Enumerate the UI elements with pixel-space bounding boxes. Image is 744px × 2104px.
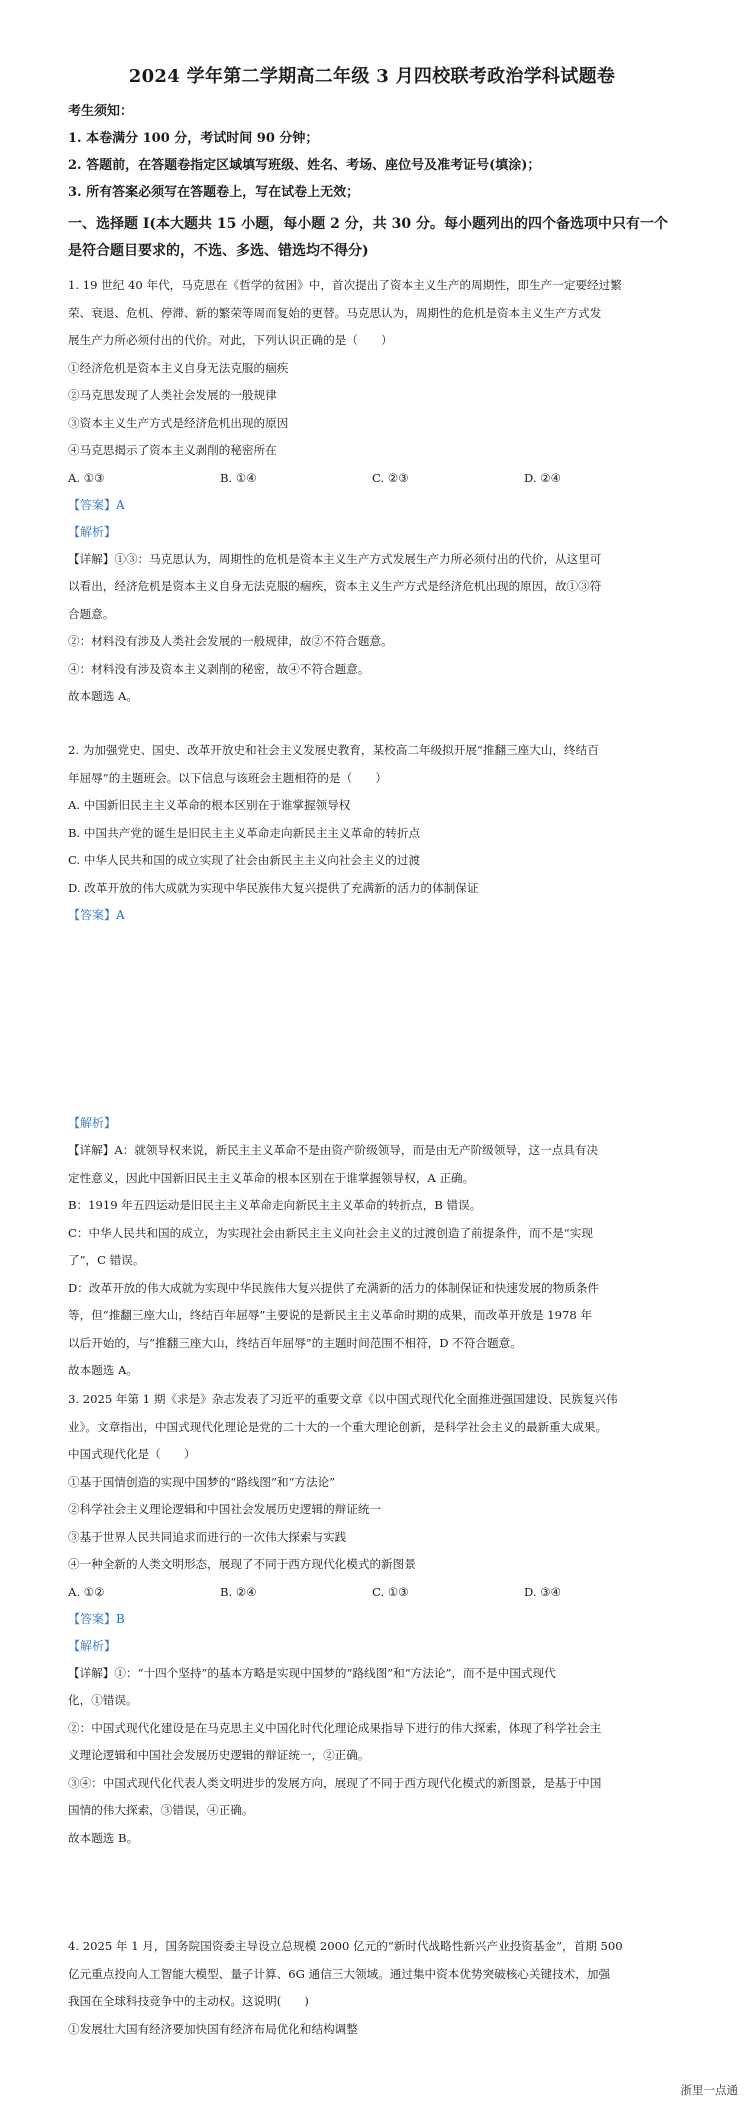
- option-b: B. ②④: [220, 1584, 257, 1599]
- answer-line: [68, 902, 688, 929]
- detail-line: 合题意。: [68, 606, 115, 621]
- detail-line: 【详解】①③：马克思认为，周期性的危机是资本主义生产方式发展生产力所必须付出的代价，从这里可: [68, 551, 602, 566]
- option-a: A. ①②: [68, 1584, 105, 1599]
- question-stem: 展生产力所必须付出的代价。对此，下列认识正确的是（ ）: [68, 333, 393, 347]
- notice-item: 1. 本卷满分 100 分，考试时间 90 分钟；: [68, 131, 319, 146]
- question-4: [68, 1933, 688, 2043]
- notice-item: 3. 所有答案必须写在答题卷上，写在试卷上无效；: [68, 185, 360, 200]
- detail-line: 国情的伟大探索，③错误，④正确。: [68, 1803, 254, 1817]
- detail-line: 【详解】A：就领导权来说，新民主主义革命不是由资产阶级领导，而是由无产阶级领导，这一点具有决: [68, 1143, 599, 1157]
- notice-heading: 考生须知：: [68, 104, 134, 119]
- statement-item: ②科学社会主义理论逻辑和中国社会发展历史逻辑的辩证统一: [68, 1502, 382, 1516]
- answer-line: [68, 492, 688, 519]
- analysis-label: 【解析】: [68, 524, 117, 539]
- option-c: C. ②③: [372, 470, 409, 485]
- statement-item: ②马克思发现了人类社会发展的一般规律: [68, 388, 277, 402]
- question-3: [68, 1386, 688, 1852]
- statement-item: ①基于国情创造的实现中国梦的“路线图”和“方法论”: [68, 1474, 336, 1489]
- answer-label: 【答案】: [68, 908, 117, 922]
- question-stem: 业》。文章指出，中国式现代化理论是党的二十大的一个重大理论创新，是科学社会主义的最新重大成果。: [68, 1419, 608, 1434]
- statement-item: ③基于世界人民共同追求而进行的一次伟大探索与实践: [68, 1529, 347, 1544]
- option-d: D. ②④: [524, 470, 562, 485]
- answer-line: [68, 1606, 688, 1633]
- detail-line: 以看出，经济危机是资本主义自身无法克服的痼疾，资本主义生产方式是经济危机出现的原因，故①③符: [68, 579, 602, 593]
- question-stem: 4. 2025 年 1 月，国务院国资委主导设立总规模 2000 亿元的“新时代战略性新兴产业投资基金”，首期 500: [68, 1939, 623, 1953]
- section-heading-line: 是符合题目要求的，不选、多选、错选均不得分): [68, 243, 369, 259]
- question-stem: 亿元重点投向人工智能大模型、量子计算、6G 通信三大领域。通过集中资本优势突破核心关键技术，加强: [68, 1966, 611, 1981]
- analysis-label: 【解析】: [68, 1116, 117, 1130]
- answer-value: B: [116, 1611, 125, 1626]
- page-title: 2024 学年第二学期高二年级 3 月四校联考政治学科试题卷: [128, 66, 616, 87]
- analysis-label: 【解析】: [68, 1638, 117, 1653]
- option-b: B. 中国共产党的诞生是旧民主主义革命走向新民主主义革命的转折点: [68, 825, 421, 840]
- notice-item: 2. 答题前，在答题卷指定区域填写班级、姓名、考场、座位号及准考证号(填涂)；: [68, 158, 541, 173]
- detail-line: 以后开始的，与“推翻三座大山，终结百年屈辱”的主题时间范围不相符，D 不符合题意。: [68, 1335, 522, 1350]
- detail-line: 义理论逻辑和中国社会发展历史逻辑的辩证统一，②正确。: [68, 1748, 370, 1762]
- detail-line: ②：材料没有涉及人类社会发展的一般规律，故②不符合题意。: [68, 634, 393, 648]
- option-a: A. 中国新旧民主主义革命的根本区别在于谁掌握领导权: [68, 798, 351, 812]
- question-stem: 我国在全球科技竞争中的主动权。这说明( ): [68, 1994, 309, 2008]
- question-stem: 年屈辱”的主题班会。以下信息与该班会主题相符的是（ ）: [68, 770, 387, 785]
- statement-item: ④马克思揭示了资本主义剥削的秘密所在: [68, 443, 277, 457]
- statement-item: ①发展壮大国有经济要加快国有经济布局优化和结构调整: [68, 2021, 358, 2036]
- statement-item: ④一种全新的人类文明形态，展现了不同于西方现代化模式的新图景: [68, 1557, 416, 1571]
- option-c: C. ①③: [372, 1584, 409, 1599]
- detail-line: 等，但“推翻三座大山，终结百年屈辱”主要说的是新民主主义革命时期的成果，而改革开放是 1978 年: [68, 1308, 593, 1322]
- option-a: A. ①③: [68, 470, 105, 485]
- detail-line: 故本题选 B。: [68, 1830, 139, 1845]
- detail-line: ④：材料没有涉及资本主义剥削的秘密，故④不符合题意。: [68, 661, 370, 676]
- question-1: [68, 272, 688, 711]
- answer-options: [68, 465, 688, 492]
- section-heading-line: 一、选择题 I(本大题共 15 小题，每小题 2 分，共 30 分。每小题列出的四个备选项中只有一个: [68, 216, 668, 232]
- answer-label: 【答案】: [68, 1611, 117, 1626]
- question-stem: 荣、衰退、危机、停滞、新的繁荣等周而复始的更替。马克思认为，周期性的危机是资本主义生产方式发: [68, 305, 602, 320]
- question-2-analysis: [68, 1110, 688, 1385]
- answer-value: A: [116, 908, 125, 922]
- question-stem: 1. 19 世纪 40 年代，马克思在《哲学的贫困》中，首次提出了资本主义生产的周期性，即生产一定要经过繁: [68, 278, 622, 292]
- detail-line: 【详解】①：“十四个坚持”的基本方略是实现中国梦的“路线图”和“方法论”，而不是中国式现代: [68, 1665, 556, 1680]
- question-stem: 2. 为加强党史、国史、改革开放史和社会主义发展史教育，某校高二年级拟开展“推翻三座大山，终结百: [68, 743, 599, 757]
- option-c: C. 中华人民共和国的成立实现了社会由新民主主义向社会主义的过渡: [68, 853, 421, 867]
- question-stem: 3. 2025 年第 1 期《求是》杂志发表了习近平的重要文章《以中国式现代化全面推进强国建设、民族复兴伟: [68, 1392, 618, 1406]
- answer-options: [68, 1579, 688, 1606]
- detail-line: D：改革开放的伟大成就为实现中华民族伟大复兴提供了充满新的活力的体制保证和快速发展的物质条件: [68, 1280, 600, 1295]
- detail-line: 了”，C 错误。: [68, 1253, 145, 1267]
- footer-watermark: 浙里一点通: [680, 2083, 738, 2097]
- exam-notice: [68, 98, 688, 206]
- detail-line: 故本题选 A。: [68, 689, 139, 703]
- statement-item: ①经济危机是资本主义自身无法克服的痼疾: [68, 360, 289, 375]
- answer-label: 【答案】: [68, 497, 117, 512]
- section-heading: [68, 211, 688, 265]
- detail-line: C：中华人民共和国的成立，为实现社会由新民主主义向社会主义的过渡创造了前提条件，而不是“实现: [68, 1225, 593, 1240]
- question-2: [68, 737, 688, 929]
- detail-line: 定性意义，因此中国新旧民主主义革命的根本区别在于谁掌握领导权，A 正确。: [68, 1170, 475, 1185]
- answer-value: A: [116, 497, 125, 512]
- question-stem: 中国式现代化是（ ）: [68, 1447, 196, 1461]
- detail-line: ③④：中国式现代化代表人类文明进步的发展方向，展现了不同于西方现代化模式的新图景，是基于中国: [68, 1775, 602, 1790]
- option-b: B. ①④: [220, 470, 257, 485]
- option-d: D. 改革开放的伟大成就为实现中华民族伟大复兴提供了充满新的活力的体制保证: [68, 880, 479, 895]
- option-d: D. ③④: [524, 1584, 562, 1599]
- detail-line: 化，①错误。: [68, 1693, 138, 1707]
- detail-line: 故本题选 A。: [68, 1363, 139, 1377]
- detail-line: B：1919 年五四运动是旧民主主义革命走向新民主主义革命的转折点，B 错误。: [68, 1198, 482, 1212]
- statement-item: ③资本主义生产方式是经济危机出现的原因: [68, 415, 289, 430]
- detail-line: ②：中国式现代化建设是在马克思主义中国化时代化理论成果指导下进行的伟大探索，体现了科学社会主: [68, 1720, 602, 1735]
